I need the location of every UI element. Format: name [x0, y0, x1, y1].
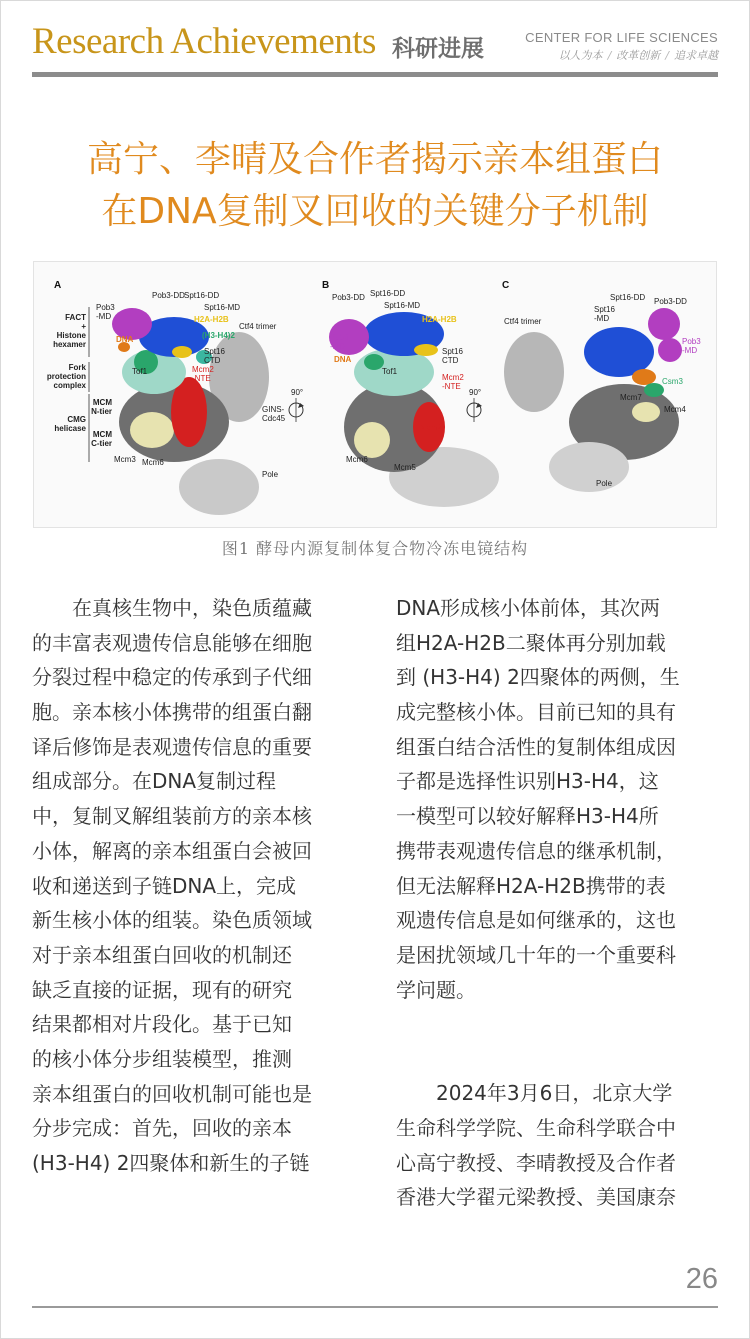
- label-b-tof1: Tof1: [382, 367, 398, 376]
- text-line: (H3-H4) 2四聚体和新生的子链: [32, 1151, 310, 1175]
- text-line: 收和递送到子链DNA上，完成: [32, 873, 297, 898]
- text-line: 是困扰领域几十年的一个重要科: [396, 942, 676, 967]
- motto-3: 追求卓越: [674, 49, 718, 62]
- text-line: 胞。亲本核小体携带的组蛋白翻: [32, 700, 312, 725]
- text-line: 香港大学翟元梁教授、美国康奈: [396, 1185, 676, 1210]
- text-line: 子都是选择性识别H3-H4，这: [396, 769, 659, 794]
- article-title-line-1: 高宁、李晴及合作者揭示亲本组蛋白: [86, 139, 663, 180]
- text-line: 的丰富表观遗传信息能够在细胞: [32, 630, 312, 655]
- label-mcm-c: MCM C-tier: [91, 430, 112, 448]
- label-fact: FACT + Histone hexamer: [53, 313, 86, 349]
- text-line: 分裂过程中稳定的传承到子代细: [32, 665, 312, 690]
- label-c-pob3-md: Pob3 -MD: [682, 337, 701, 355]
- label-a-mcm6: Mcm6: [142, 458, 164, 467]
- paragraph-gap: [396, 1007, 718, 1076]
- text-line: 到 (H3-H4) 2四聚体的两侧，生: [396, 665, 680, 690]
- paragraph-2: [396, 591, 718, 1007]
- text-line: 2024年3月6日，北京大学: [396, 1081, 673, 1106]
- label-b-dna: DNA: [334, 355, 352, 364]
- header-rule: [32, 72, 718, 77]
- figure-image: [34, 262, 716, 527]
- label-a-gins: GINS-Cdc45: [262, 405, 286, 423]
- label-rot-ab: 90°: [291, 388, 304, 397]
- label-rot-bc: 90°: [469, 388, 482, 397]
- text-line: 分步完成：首先，回收的亲本: [32, 1116, 292, 1141]
- label-c-pob3-dd: Pob3-DD: [654, 297, 687, 306]
- body-column-right: [396, 591, 718, 1215]
- label-b-mcm5: Mcm5: [394, 463, 416, 472]
- label-b-mcm2: Mcm2: [420, 423, 442, 432]
- text-line: 在真核生物中，染色质蕴藏: [32, 596, 312, 620]
- label-a-h3-h4: (H3-H4)2: [202, 331, 235, 340]
- text-line: 亲本组蛋白的回收机制可能也是: [32, 1081, 312, 1106]
- label-c-mcm4: Mcm4: [664, 405, 686, 414]
- page-number: 26: [685, 1263, 718, 1295]
- label-b-pob3-md: Pob3 -MD: [330, 333, 349, 351]
- label-a-spt16-md: Spt16-MD: [204, 303, 241, 312]
- label-a-dna: DNA: [116, 335, 134, 344]
- section-title-en: Research Achievements: [32, 21, 376, 62]
- text-line: 对于亲本组蛋白回收的机制还: [32, 942, 292, 967]
- text-line: 但无法解释H2A-H2B携带的表: [396, 873, 666, 898]
- label-a-h2a-h2b: H2A-H2B: [194, 315, 229, 324]
- rotate-icon-bc: [467, 398, 482, 422]
- body-column-left: [32, 591, 354, 1181]
- label-a-ctf4: Ctf4 trimer: [239, 322, 277, 331]
- label-cmg: CMG helicase: [54, 415, 86, 433]
- label-a-mcm2-nte: Mcm2 -NTE: [192, 365, 214, 383]
- label-c-spt16-md: Spt16 -MD: [594, 305, 615, 323]
- article-title: [0, 134, 750, 238]
- section-title-cn: 科研进展: [392, 35, 484, 62]
- label-a-mcm3: Mcm3: [114, 455, 136, 464]
- label-b-spt16-ctd: Spt16 CTD: [442, 347, 463, 365]
- center-name: CENTER FOR LIFE SCIENCES: [525, 30, 718, 45]
- label-b-h2a-h2b: H2A-H2B: [422, 315, 457, 324]
- motto-divider: /: [665, 49, 669, 62]
- motto-divider: /: [607, 49, 612, 62]
- label-b-spt16-md: Spt16-MD: [384, 301, 421, 310]
- label-fork: Fork protection complex: [46, 363, 86, 390]
- text-line: 小体，解离的亲本组蛋白会被回: [32, 838, 312, 863]
- structure-c: [504, 308, 682, 492]
- text-line: 组成部分。在DNA复制过程: [32, 769, 277, 794]
- text-line: 译后修饰是表观遗传信息的重要: [32, 734, 312, 759]
- label-c-spt16-dd: Spt16-DD: [610, 293, 646, 302]
- text-line: 组蛋白结合活性的复制体组成因: [396, 734, 676, 759]
- label-a-pob3-dd: Pob3-DD: [152, 291, 185, 300]
- text-line: 生命科学学院、生命科学联合中: [396, 1115, 676, 1140]
- article-title-line-2: 在DNA复制叉回收的关键分子机制: [101, 191, 649, 232]
- structure-a: [112, 308, 269, 515]
- label-a-spt16-ctd: Spt16 CTD: [204, 347, 225, 365]
- label-a-tof1: Tof1: [132, 367, 148, 376]
- label-b-mcm2-nte: Mcm2 -NTE: [442, 373, 464, 391]
- text-line: 组H2A-H2B二聚体再分别加载: [396, 630, 666, 655]
- label-c-ctf4: Ctf4 trimer: [504, 317, 542, 326]
- text-line: 结果都相对片段化。基于已知: [32, 1012, 292, 1037]
- text-line: 成完整核小体。目前已知的具有: [396, 700, 676, 725]
- text-line: 心高宁教授、李晴教授及合作者: [396, 1150, 676, 1175]
- text-line: 观遗传信息是如何继承的，这也: [396, 908, 676, 933]
- panel-label-b: B: [322, 280, 330, 291]
- label-b-mcm6: Mcm6: [346, 455, 368, 464]
- structure-b: [329, 312, 499, 507]
- label-a-pole: Pole: [262, 470, 279, 479]
- text-line: 中，复制叉解组装前方的亲本核: [32, 804, 312, 829]
- footer-rule: [32, 1306, 718, 1308]
- panel-label-a: A: [54, 280, 62, 291]
- label-a-pob3-md: Pob3 -MD: [96, 303, 115, 321]
- label-mcm-n: MCM N-tier: [91, 398, 112, 416]
- text-line: 一模型可以较好解释H3-H4所: [396, 804, 659, 829]
- text-line: 缺乏直接的证据，现有的研究: [32, 977, 292, 1002]
- figure-cryo-em: [33, 261, 717, 528]
- text-line: 的核小体分步组装模型，推测: [32, 1046, 292, 1071]
- figure-caption: 图1 酵母内源复制体复合物冷冻电镜结构: [221, 539, 529, 558]
- text-line: 携带表观遗传信息的继承机制，: [396, 838, 676, 863]
- label-c-csm3: Csm3: [662, 377, 683, 386]
- motto-2: 改革创新: [616, 49, 661, 62]
- label-b-spt16-dd: Spt16-DD: [370, 289, 406, 298]
- rotate-icon-ab: [289, 398, 304, 422]
- label-c-mcm7: Mcm7: [620, 393, 642, 402]
- motto-bar: [559, 47, 718, 63]
- text-line: 新生核小体的组装。染色质领域: [32, 908, 312, 933]
- text-line: 学问题。: [396, 977, 476, 1002]
- paragraph-3: [396, 1076, 718, 1215]
- motto-1: 以人为本: [558, 49, 603, 62]
- label-b-pob3-dd: Pob3-DD: [332, 293, 365, 302]
- panel-label-c: C: [502, 280, 510, 291]
- text-line: DNA形成核小体前体，其次两: [396, 596, 661, 620]
- label-a-spt16-dd: Spt16-DD: [184, 291, 220, 300]
- label-c-pole: Pole: [596, 479, 613, 488]
